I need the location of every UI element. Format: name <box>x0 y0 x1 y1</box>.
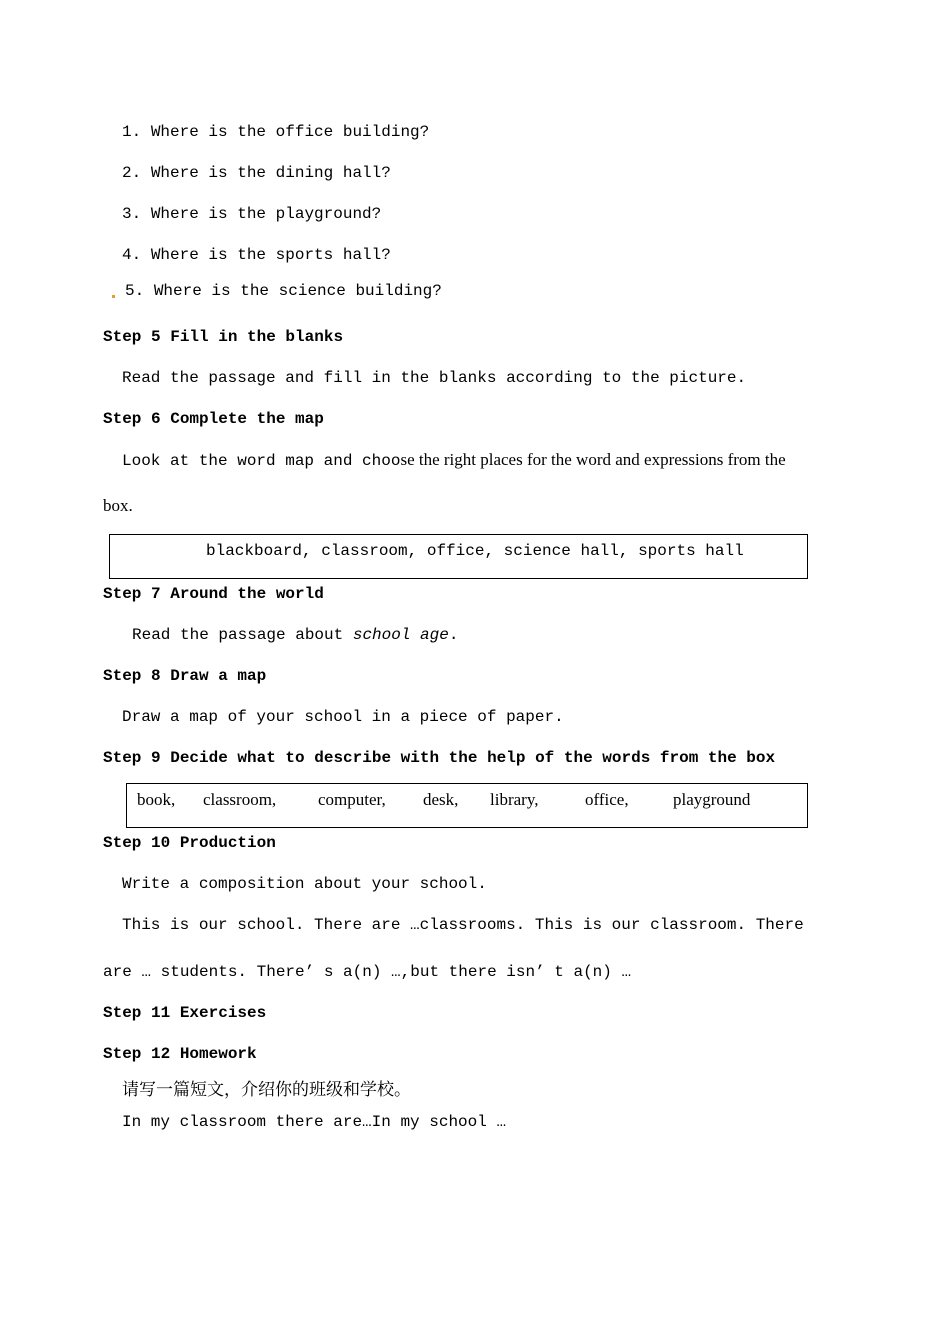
word-box-step9 <box>126 783 808 828</box>
step7-body <box>132 625 458 645</box>
step12-heading: Step 12 Homework <box>103 1045 257 1063</box>
question-number: 4. <box>122 246 142 264</box>
step7-body-italic: school age <box>352 626 449 644</box>
question-text: Where is the sports hall? <box>150 246 391 264</box>
step6-body <box>122 450 786 471</box>
step12-body-english: In my classroom there are…In my school … <box>122 1113 507 1131</box>
word-box-item: computer, <box>318 790 386 809</box>
step7-heading: Step 7 Around the world <box>103 585 324 603</box>
step8-heading: Step 8 Draw a map <box>103 667 267 685</box>
question-text: Where is the science building? <box>153 282 442 300</box>
step10-body: Write a composition about your school. <box>122 875 487 893</box>
step5-body: Read the passage and fill in the blanks according to the picture. <box>122 369 747 387</box>
step12-body-chinese: 请写一篇短文，介绍你的班级和学校。 <box>122 1080 411 1099</box>
step10-heading: Step 10 Production <box>103 834 276 852</box>
question-1 <box>122 122 429 142</box>
question-number: 2. <box>122 164 142 182</box>
question-5 <box>125 281 442 301</box>
step11-heading: Step 11 Exercises <box>103 1004 267 1022</box>
question-number: 1. <box>122 123 142 141</box>
question-4 <box>122 245 391 265</box>
step6-heading: Step 6 Complete the map <box>103 410 324 428</box>
step9-heading: Step 9 Decide what to describe with the help of the words from the box <box>103 749 776 767</box>
step10-example-line2: are … students. There’ s a(n) …,but there isn’ t a(n) … <box>103 963 632 981</box>
question-text: Where is the playground? <box>150 205 382 223</box>
question-text: Where is the office building? <box>150 123 430 141</box>
question-2 <box>122 163 391 183</box>
word-box-item: book, <box>137 790 176 809</box>
question-3 <box>122 204 381 224</box>
step6-body-part2: se the right places for the word and expressions from the <box>400 450 786 469</box>
step6-body-continued: box. <box>103 496 133 515</box>
word-box-item: playground <box>673 790 751 809</box>
word-box-item: desk, <box>423 790 459 809</box>
step7-body-pre: Read the passage about <box>132 626 353 644</box>
step8-body: Draw a map of your school in a piece of paper. <box>122 708 564 726</box>
question-number: 5. <box>125 282 145 300</box>
step7-body-post: . <box>448 626 459 644</box>
word-box-item: library, <box>490 790 539 809</box>
step10-example-line1: This is our school. There are …classrooms. This is our classroom. There <box>122 916 804 934</box>
word-box-step6 <box>109 534 808 579</box>
word-box-text: blackboard, classroom, office, science hall, sports hall <box>206 542 744 560</box>
step5-heading: Step 5 Fill in the blanks <box>103 328 344 346</box>
word-box-item: office, <box>585 790 629 809</box>
word-box-item: classroom, <box>203 790 277 809</box>
anchor-mark-icon <box>112 295 115 298</box>
step6-body-part1: Look at the word map and choo <box>122 452 401 470</box>
question-text: Where is the dining hall? <box>150 164 391 182</box>
question-number: 3. <box>122 205 142 223</box>
